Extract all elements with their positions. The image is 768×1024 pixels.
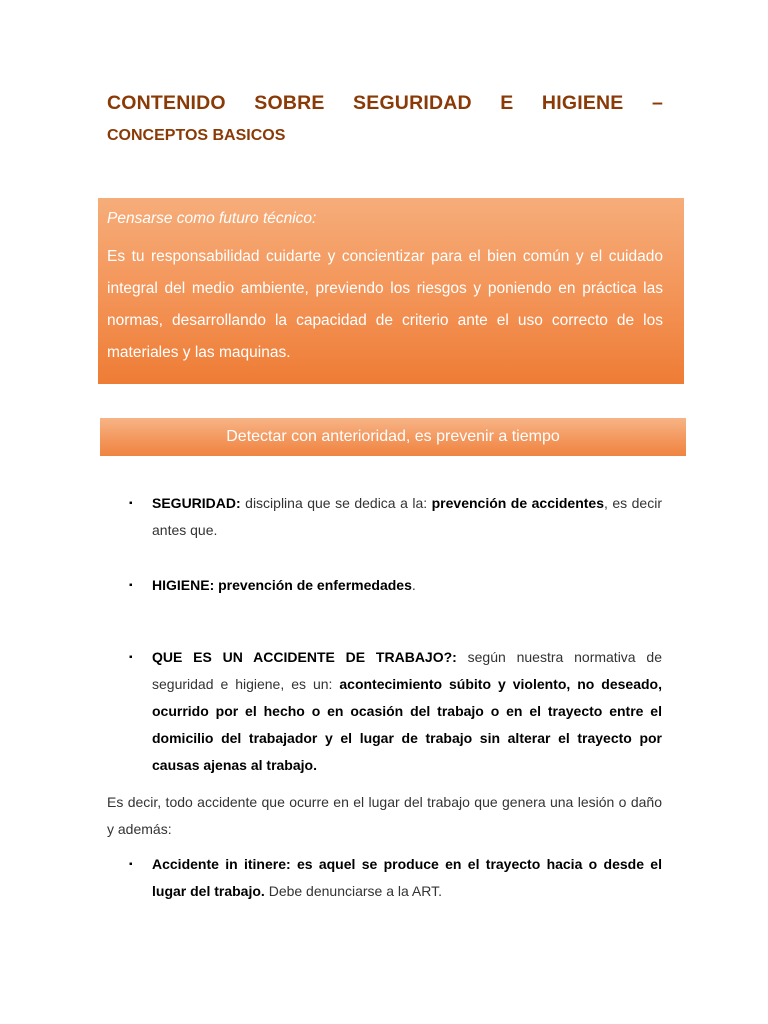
list-item-seguridad xyxy=(107,490,662,544)
list-item-higiene xyxy=(107,572,662,599)
higiene-text-after: . xyxy=(411,577,416,593)
seguridad-text: disciplina que se dedica a la: xyxy=(240,495,432,511)
accidente-emphasis: acontecimiento súbito y violento, no deseado, ocurrido por el hecho o en ocasión del trabajo o en el trayecto entre el domicilio del trabajador y el lugar de trabajo sin alterar el trayecto por causas ajenas al trabajo. xyxy=(152,676,662,773)
term-higiene: HIGIENE: prevención de enfermedades xyxy=(152,577,412,593)
bullet-square-icon: ▪ xyxy=(129,859,133,870)
term-accidente: QUE ES UN ACCIDENTE DE TRABAJO?: xyxy=(152,649,457,665)
document-subtitle: CONCEPTOS BASICOS xyxy=(107,127,286,144)
term-seguridad: SEGURIDAD: xyxy=(152,495,241,511)
accidente-text: según nuestra normativa de seguridad e higiene, es un: xyxy=(152,649,662,692)
callout-heading: Pensarse como futuro técnico: xyxy=(107,210,317,227)
bullet-square-icon: ▪ xyxy=(129,652,133,663)
term-itinere: Accidente in itinere: es aquel se produce en el trayecto hacia o desde el lugar del trabajo. xyxy=(152,856,662,899)
list-item-itinere xyxy=(107,851,662,905)
seguridad-emphasis: prevención de accidentes xyxy=(431,495,604,511)
list-item-accidente xyxy=(107,644,662,779)
itinere-text-after: Debe denunciarse a la ART. xyxy=(264,883,442,899)
document-title: CONTENIDO SOBRE SEGURIDAD E HIGIENE – xyxy=(107,92,663,114)
intro-callout-box xyxy=(98,198,684,384)
bullet-square-icon: ▪ xyxy=(129,498,133,509)
bullet-square-icon: ▪ xyxy=(129,580,133,591)
prevention-banner: Detectar con anterioridad, es prevenir a tiempo xyxy=(100,418,686,456)
body-paragraph: Es decir, todo accidente que ocurre en el lugar del trabajo que genera una lesión o daño y además: xyxy=(107,794,662,837)
callout-text: Es tu responsabilidad cuidarte y concientizar para el bien común y el cuidado integral del medio ambiente, previendo los riesgos y poniendo en práctica las normas, desarrollando la capacidad de criterio ante el uso correcto de los materiales y las maquinas. xyxy=(107,248,663,361)
seguridad-text-after: , es decir antes que. xyxy=(152,495,662,538)
